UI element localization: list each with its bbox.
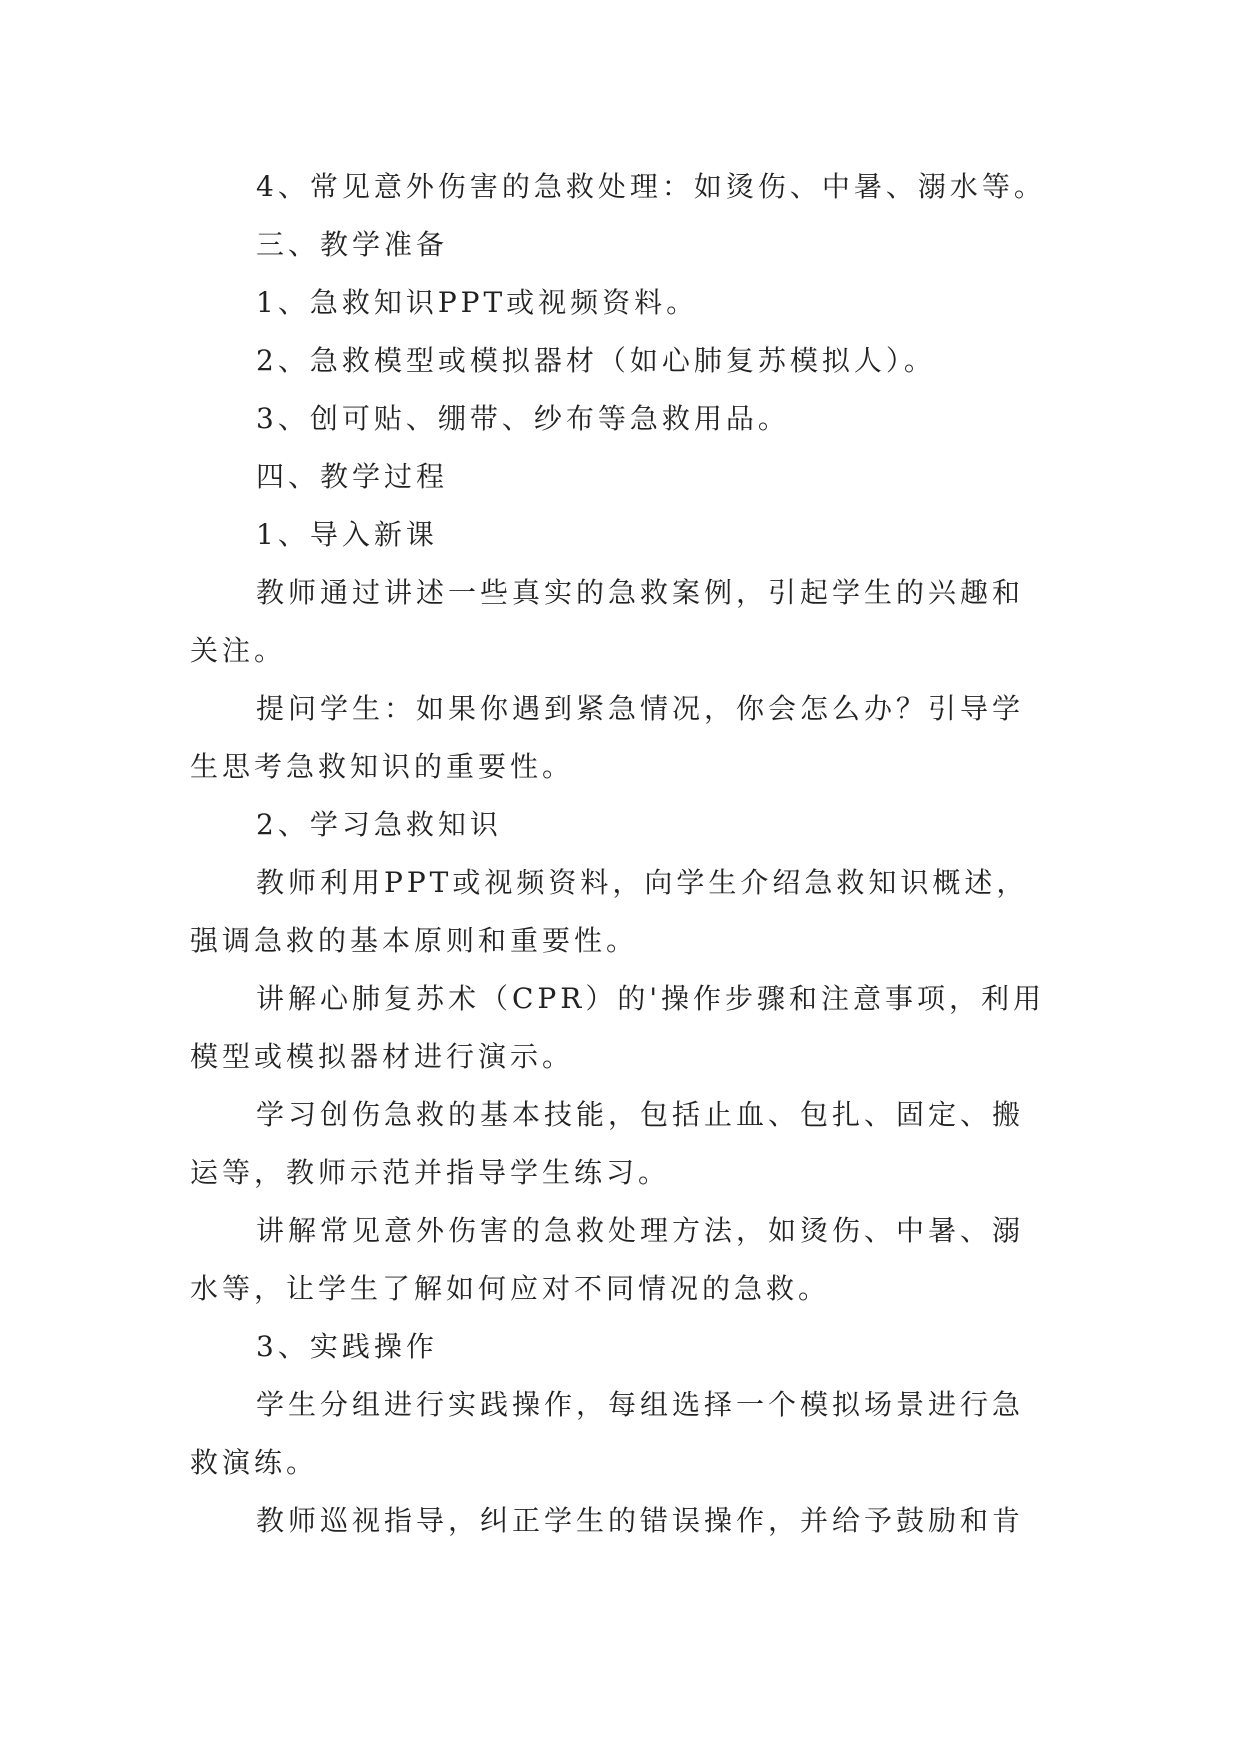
- subheading-introduction: 1、导入新课: [256, 518, 438, 551]
- paragraph-prep-supplies: 3、创可贴、绷带、纱布等急救用品。: [256, 402, 790, 435]
- subheading-practice: 3、实践操作: [256, 1330, 438, 1363]
- heading-teaching-preparation: 三、教学准备: [256, 228, 449, 261]
- heading-teaching-process: 四、教学过程: [256, 460, 449, 493]
- paragraph-cpr: 讲解心肺复苏术（CPR）的'操作步骤和注意事项，利用模型或模拟器材进行演示。: [190, 982, 1046, 1073]
- paragraph-accident-methods: 讲解常见意外伤害的急救处理方法，如烫伤、中暑、溺水等，让学生了解如何应对不同情况的急救。: [190, 1214, 1025, 1305]
- subheading-learn-first-aid: 2、学习急救知识: [256, 808, 502, 841]
- paragraph-accident-first-aid: 4、常见意外伤害的急救处理：如烫伤、中暑、溺水等。: [256, 170, 1046, 203]
- paragraph-group-practice: 学生分组进行实践操作，每组选择一个模拟场景进行急救演练。: [190, 1388, 1025, 1479]
- paragraph-question-students: 提问学生：如果你遇到紧急情况，你会怎么办？引导学生思考急救知识的重要性。: [190, 692, 1025, 783]
- paragraph-teacher-ppt: 教师利用PPT或视频资料，向学生介绍急救知识概述，强调急救的基本原则和重要性。: [190, 866, 1029, 957]
- document-body: [190, 158, 1055, 1550]
- paragraph-teacher-cases: 教师通过讲述一些真实的急救案例，引起学生的兴趣和关注。: [190, 576, 1025, 667]
- paragraph-trauma-skills: 学习创伤急救的基本技能，包括止血、包扎、固定、搬运等，教师示范并指导学生练习。: [190, 1098, 1025, 1189]
- paragraph-prep-ppt: 1、急救知识PPT或视频资料。: [256, 286, 699, 319]
- paragraph-prep-model: 2、急救模型或模拟器材（如心肺复苏模拟人）。: [256, 344, 936, 377]
- paragraph-teacher-guidance: 教师巡视指导，纠正学生的错误操作，并给予鼓励和肯: [256, 1504, 1025, 1537]
